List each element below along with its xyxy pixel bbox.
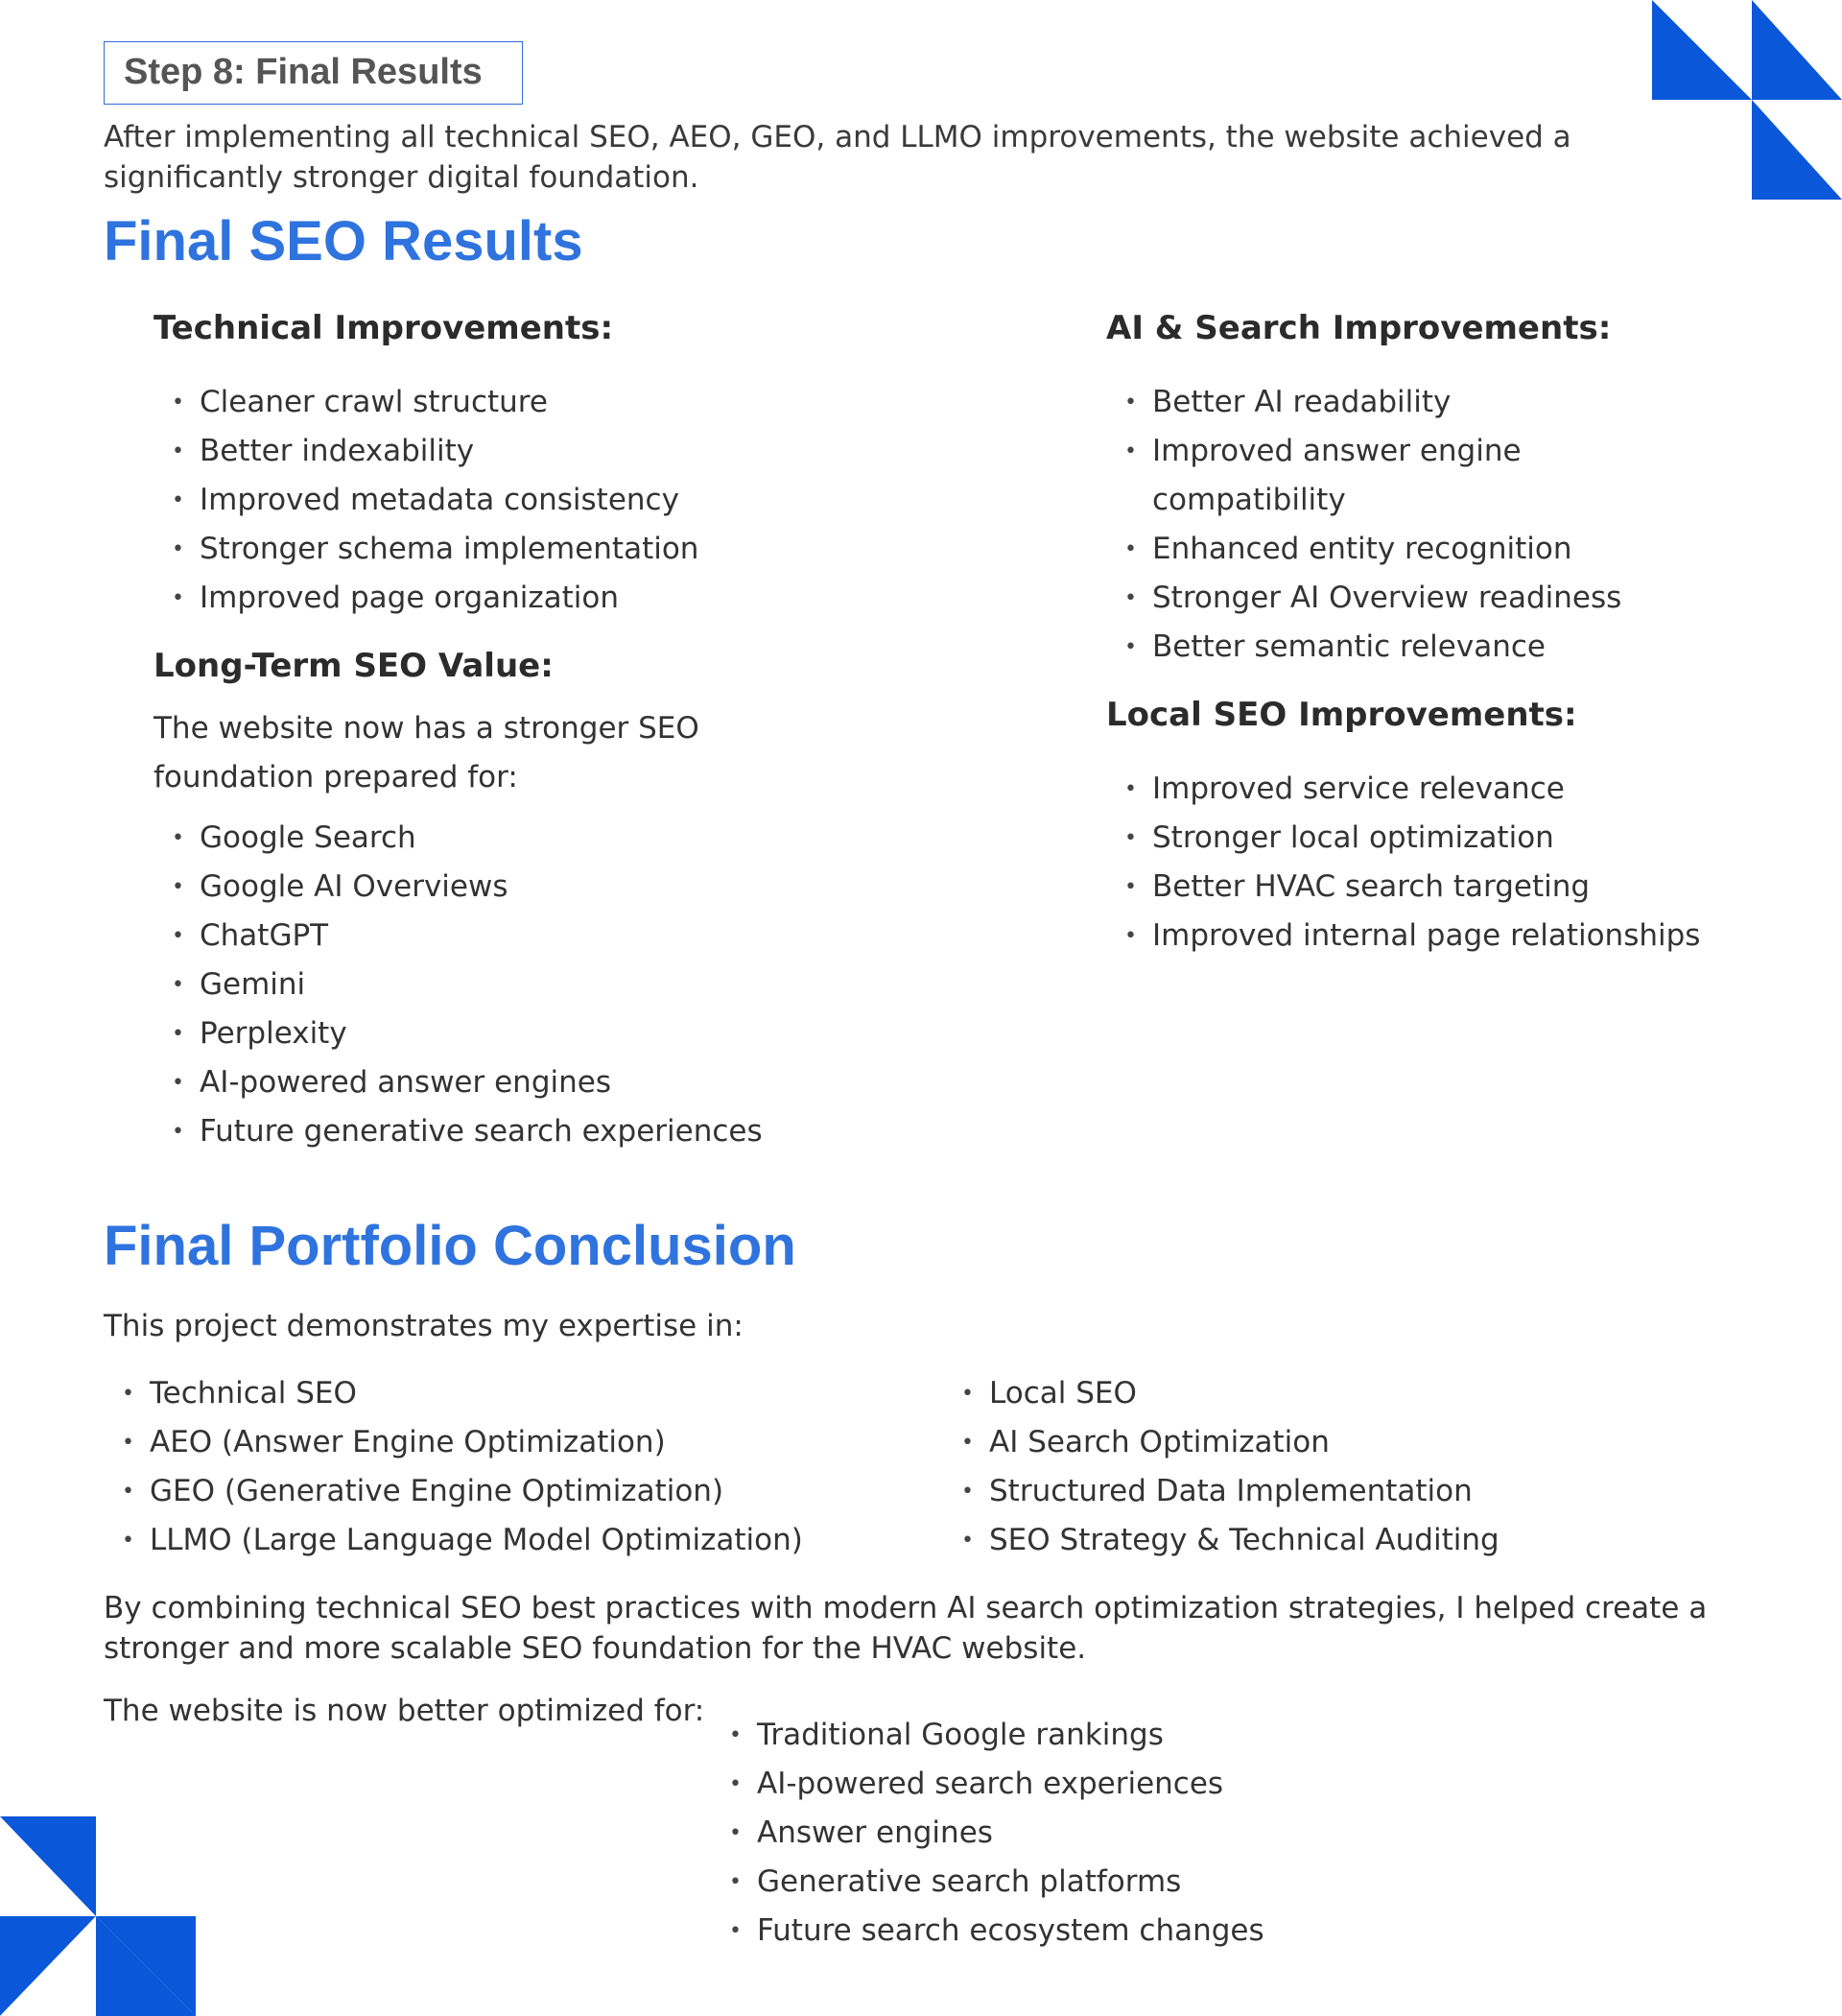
ai-search-improvements-heading: AI & Search Improvements: — [1106, 309, 1612, 347]
list-item: • Perplexity — [154, 1009, 763, 1058]
ai-search-improvements-list — [1106, 378, 1621, 672]
list-item: • SEO Strategy & Technical Auditing — [943, 1516, 1500, 1565]
list-item: • Improved page organization — [154, 574, 698, 623]
list-item: • Future search ecosystem changes — [711, 1907, 1264, 1956]
list-item: • AI-powered search experiences — [711, 1760, 1264, 1809]
list-item: • AI Search Optimization — [943, 1418, 1500, 1467]
long-term-text-line: foundation prepared for: — [154, 760, 518, 795]
technical-improvements-heading: Technical Improvements: — [154, 309, 614, 347]
list-item-continuation: compatibility — [1152, 483, 1346, 517]
technical-improvements-list — [154, 378, 698, 623]
list-item: • Improved answer engine — [1106, 427, 1621, 476]
long-term-value-heading: Long-Term SEO Value: — [154, 647, 554, 685]
optimized-for-lead: The website is now better optimized for: — [104, 1694, 705, 1728]
list-item: • Improved metadata consistency — [154, 476, 698, 525]
list-item: • Structured Data Implementation — [943, 1467, 1500, 1516]
list-item: • Stronger schema implementation — [154, 525, 698, 574]
list-item: • Enhanced entity recognition — [1106, 525, 1621, 574]
list-item: • Stronger local optimization — [1106, 814, 1700, 863]
list-item: • Future generative search experiences — [154, 1107, 763, 1156]
list-item: • Answer engines — [711, 1809, 1264, 1858]
local-seo-improvements-list — [1106, 765, 1700, 961]
bottom-left-triangles-decoration — [0, 1816, 196, 2016]
list-item: • Google AI Overviews — [154, 863, 763, 912]
long-term-text-line: The website now has a stronger SEO — [154, 711, 699, 746]
list-item: • Stronger AI Overview readiness — [1106, 574, 1621, 623]
long-term-platforms-list — [154, 814, 763, 1156]
seo-results-title: Final SEO Results — [104, 210, 583, 273]
expertise-list-left — [104, 1369, 803, 1565]
list-item: • Improved service relevance — [1106, 765, 1700, 814]
list-item: • LLMO (Large Language Model Optimization) — [104, 1516, 803, 1565]
list-item: • ChatGPT — [154, 912, 763, 961]
list-item: • AEO (Answer Engine Optimization) — [104, 1418, 803, 1467]
list-item: • Better semantic relevance — [1106, 623, 1621, 672]
conclusion-summary: By combining technical SEO best practices with modern AI search optimization strategies, I helped create a stronger and more scalable SEO foundation for the HVAC website. — [104, 1591, 1708, 1666]
intro-paragraph: After implementing all technical SEO, AEO, GEO, and LLMO improvements, the website achieved a significantly stronger digital foundation. — [104, 120, 1571, 195]
list-item: • Local SEO — [943, 1369, 1500, 1418]
optimized-for-list — [711, 1711, 1264, 1956]
list-item: • Better HVAC search targeting — [1106, 863, 1700, 912]
list-item: • Better AI readability — [1106, 378, 1621, 427]
list-item: • Generative search platforms — [711, 1858, 1264, 1907]
list-item: • GEO (Generative Engine Optimization) — [104, 1467, 803, 1516]
list-item: • Cleaner crawl structure — [154, 378, 698, 427]
list-item: • Google Search — [154, 814, 763, 863]
list-item: • Technical SEO — [104, 1369, 803, 1418]
list-item: • AI-powered answer engines — [154, 1058, 763, 1107]
list-item: • Gemini — [154, 961, 763, 1009]
conclusion-lead: This project demonstrates my expertise in: — [104, 1309, 744, 1343]
list-item: • Improved internal page relationships — [1106, 912, 1700, 961]
expertise-list-right — [943, 1369, 1500, 1565]
local-seo-improvements-heading: Local SEO Improvements: — [1106, 696, 1577, 734]
list-item: • Traditional Google rankings — [711, 1711, 1264, 1760]
conclusion-title: Final Portfolio Conclusion — [104, 1215, 796, 1277]
step-title: Step 8: Final Results — [104, 41, 523, 105]
long-term-value-text — [154, 704, 699, 802]
list-item: • Better indexability — [154, 427, 698, 476]
